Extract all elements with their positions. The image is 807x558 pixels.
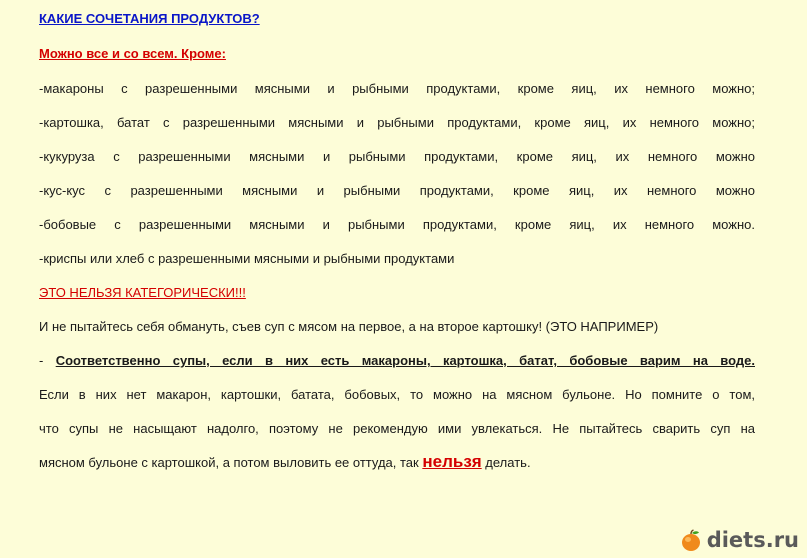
soup-rule-prefix: -	[39, 353, 44, 368]
forbidden-heading: ЭТО НЕЛЬЗЯ КАТЕГОРИЧЕСКИ!!!	[39, 285, 246, 300]
last-line-before: мясном бульоне с картошкой, а потом выловить ее оттуда, так	[39, 455, 423, 470]
soup-rule-row	[39, 352, 755, 369]
emphasis-word: нельзя	[422, 452, 482, 471]
soup-rule: Соответственно супы, если в них есть макароны, картошка, батат, бобовые варим на воде.	[55, 353, 755, 368]
page-heading: КАКИЕ СОЧЕТАНИЯ ПРОДУКТОВ?	[39, 11, 260, 26]
last-line	[39, 453, 755, 471]
paragraph-line: Если в них нет макарон, картошки, батата, бобовых, то можно на мясном бульоне. Но помните о том,	[39, 387, 755, 402]
forbidden-heading-row	[39, 284, 755, 301]
example-line: И не пытайтесь себя обмануть, съев суп с мясом на первое, а на второе картошку! (ЭТО НАПРИМЕР)	[39, 319, 659, 334]
list-item: -кус-кус с разрешенными мясными и рыбными продуктами, кроме яиц, их немного можно	[39, 183, 755, 198]
diets-watermark	[679, 528, 799, 552]
last-line-after: делать.	[481, 455, 531, 470]
heading-row	[39, 10, 755, 27]
list-item: -криспы или хлеб с разрешенными мясными и рыбными продуктами	[39, 251, 455, 266]
watermark-text: diets.ru	[706, 528, 799, 552]
subheading-row	[39, 45, 755, 62]
list-item: -бобовые с разрешенными мясными и рыбными продуктами, кроме яиц, их немного можно.	[39, 217, 755, 232]
list-item: -кукуруза с разрешенными мясными и рыбными продуктами, кроме яиц, их немного можно	[39, 149, 755, 164]
paragraph-line: что супы не насыщают надолго, поэтому не рекомендую ими увлекаться. Не пытайтесь сварить суп на	[39, 421, 755, 436]
list-item: -макароны с разрешенными мясными и рыбными продуктами, кроме яиц, их немного можно;	[39, 81, 755, 96]
article	[39, 10, 755, 471]
list-item: -картошка, батат с разрешенными мясными и рыбными продуктами, кроме яиц, их немного можно;	[39, 115, 755, 130]
subheading: Можно все и со всем. Кроме:	[39, 46, 226, 61]
apple-logo-icon	[679, 528, 703, 552]
